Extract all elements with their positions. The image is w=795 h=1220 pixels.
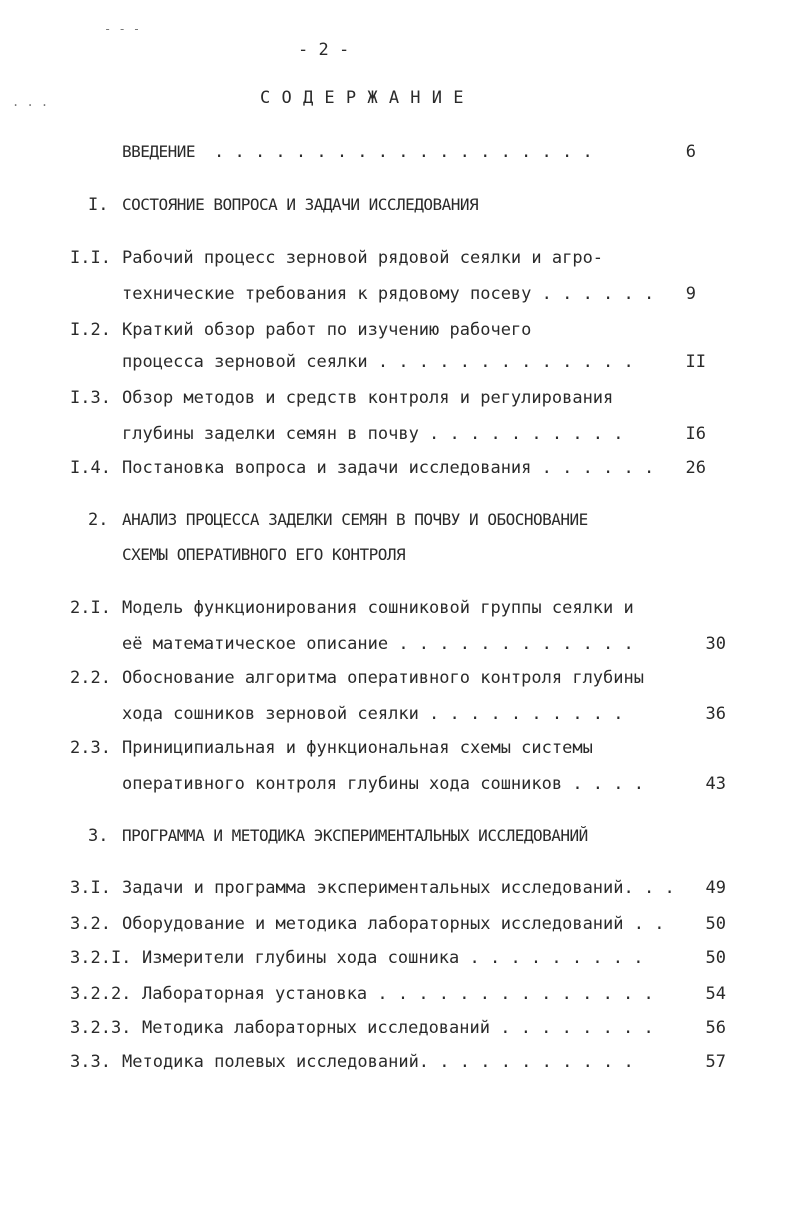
section-number: I.4. xyxy=(70,458,111,478)
section-number: 2.I. xyxy=(70,598,111,618)
scan-mark: . . . xyxy=(12,95,49,109)
section-number: 3.2. xyxy=(70,914,111,934)
section-number: 3.3. xyxy=(70,1052,111,1072)
section-title-cont: её математическое описание . . . . . . . . . . . . xyxy=(122,634,634,654)
subsection-number: 3.2.3. xyxy=(70,1018,132,1038)
section-number: I.2. xyxy=(70,320,111,340)
chapter-title: ПРОГРАММА И МЕТОДИКА ЭКСПЕРИМЕНТАЛЬНЫХ ИССЛЕДОВАНИЙ xyxy=(122,826,588,845)
chapter-number: 2. xyxy=(88,510,109,530)
section-title: Обзор методов и средств контроля и регулирования xyxy=(122,388,614,408)
section-title: Задачи и программа экспериментальных исследований. . . xyxy=(122,878,675,898)
subsection-title: Методика лабораторных исследований . . . . . . . . xyxy=(142,1018,654,1038)
page-number: - 2 - xyxy=(298,40,350,60)
section-title-cont: оперативного контроля глубины хода сошников . . . . xyxy=(122,774,644,794)
chapter-title-cont: СХЕМЫ ОПЕРАТИВНОГО ЕГО КОНТРОЛЯ xyxy=(122,545,406,564)
section-page: 26 xyxy=(685,458,706,478)
section-page: 30 xyxy=(705,634,726,654)
section-page: 56 xyxy=(705,1018,726,1038)
section-title-cont: хода сошников зерновой сеялки . . . . . . . . . . xyxy=(122,704,624,724)
section-page: 9 xyxy=(685,284,696,304)
section-title-cont: технические требования к рядовому посеву . . . . . . xyxy=(122,284,655,304)
subsection-number: 3.2.2. xyxy=(70,984,132,1004)
section-page: 50 xyxy=(705,914,726,934)
scan-mark: - - - xyxy=(104,22,141,36)
subsection-number: 3.2.I. xyxy=(70,948,132,968)
section-title: Методика полевых исследований. . . . . . . . . . . xyxy=(122,1052,634,1072)
section-page: I6 xyxy=(685,424,706,444)
intro-page: 6 xyxy=(685,142,696,162)
section-number: I.I. xyxy=(70,248,111,268)
section-title: Рабочий процесс зерновой рядовой сеялки и агро- xyxy=(122,248,604,268)
subsection-title: Лабораторная установка . . . . . . . . . . . . . . xyxy=(142,984,654,1004)
section-number: 3.I. xyxy=(70,878,111,898)
intro-title: ВВЕДЕНИЕ xyxy=(122,142,196,161)
section-title: Постановка вопроса и задачи исследования . . . . . . xyxy=(122,458,655,478)
section-number: 2.2. xyxy=(70,668,111,688)
section-page: 54 xyxy=(705,984,726,1004)
section-page: 49 xyxy=(705,878,726,898)
section-number: 2.3. xyxy=(70,738,111,758)
section-page: 50 xyxy=(705,948,726,968)
chapter-title: АНАЛИЗ ПРОЦЕССА ЗАДЕЛКИ СЕМЯН В ПОЧВУ И ОБОСНОВАНИЕ xyxy=(122,510,588,529)
section-title: Оборудование и методика лабораторных исследований . . xyxy=(122,914,665,934)
page-title: С О Д Е Р Ж А Н И Е xyxy=(260,88,464,108)
section-page: 43 xyxy=(705,774,726,794)
section-page: 36 xyxy=(705,704,726,724)
section-page: II xyxy=(685,352,706,372)
intro-leader-dots: . . . . . . . . . . . . . . . . . . . xyxy=(214,142,593,162)
chapter-number: I. xyxy=(88,195,109,215)
section-title: Приниципиальная и функциональная схемы системы xyxy=(122,738,593,758)
chapter-title: СОСТОЯНИЕ ВОПРОСА И ЗАДАЧИ ИССЛЕДОВАНИЯ xyxy=(122,195,479,214)
section-title: Модель функционирования сошниковой группы сеялки и xyxy=(122,598,634,618)
chapter-number: 3. xyxy=(88,826,109,846)
section-number: I.3. xyxy=(70,388,111,408)
section-page: 57 xyxy=(705,1052,726,1072)
section-title: Обоснование алгоритма оперативного контроля глубины xyxy=(122,668,644,688)
section-title-cont: глубины заделки семян в почву . . . . . . . . . . xyxy=(122,424,624,444)
section-title-cont: процесса зерновой сеялки . . . . . . . . . . . . . xyxy=(122,352,634,372)
section-title: Краткий обзор работ по изучению рабочего xyxy=(122,320,532,340)
subsection-title: Измерители глубины хода сошника . . . . . . . . . xyxy=(142,948,644,968)
